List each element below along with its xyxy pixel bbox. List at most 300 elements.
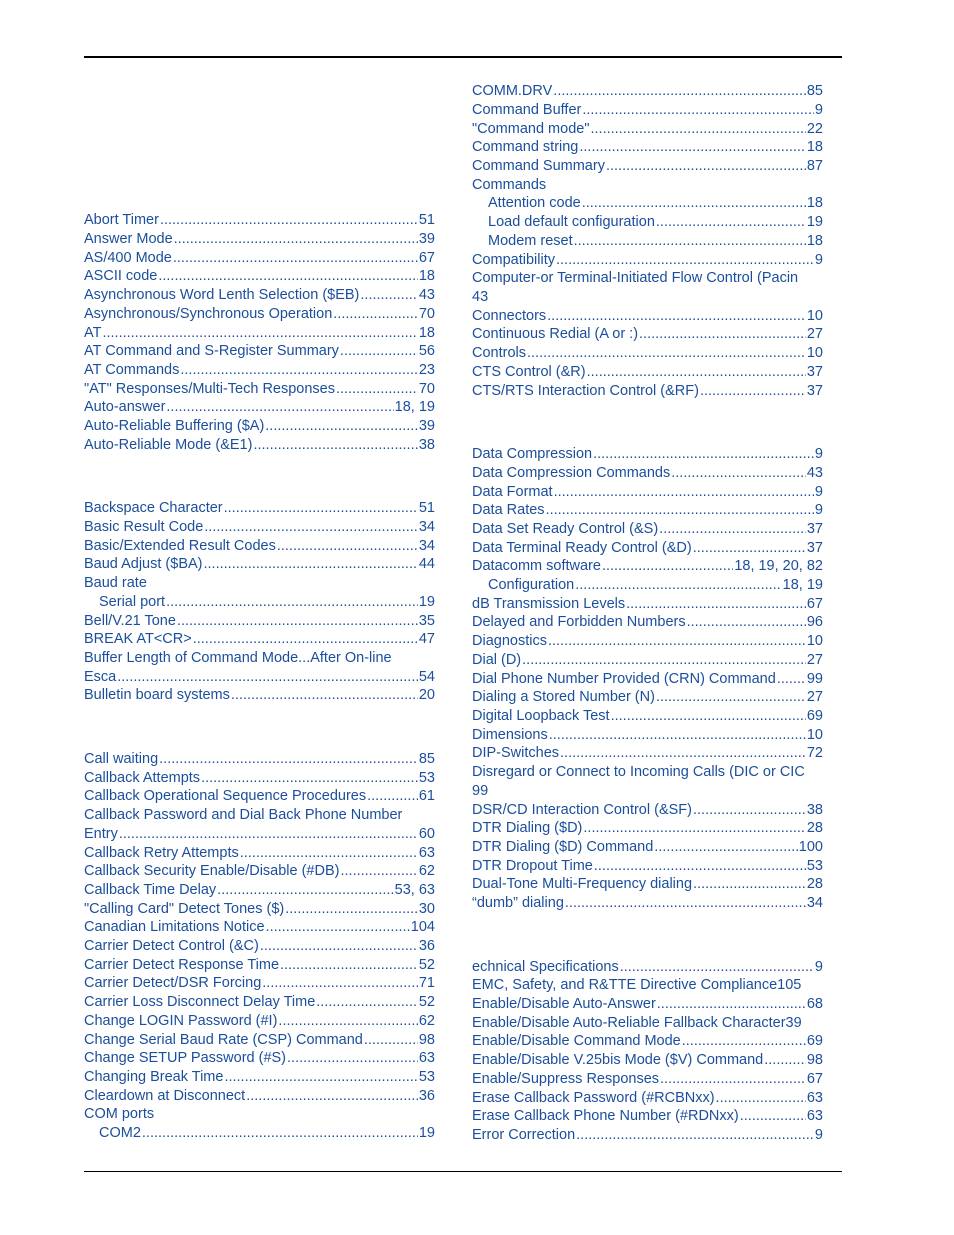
index-entry-page: 85	[418, 751, 435, 767]
index-entry-label: Diagnostics	[472, 633, 547, 649]
index-entry-label: Data Terminal Ready Control (&D)	[472, 540, 692, 556]
index-entry-page: 62	[418, 863, 435, 879]
dot-leader	[740, 1107, 806, 1125]
index-entry-page: 9	[814, 484, 823, 500]
index-entry-page: 10	[806, 345, 823, 361]
dot-leader	[593, 445, 814, 463]
index-entry-page: 18, 19, 20, 82	[734, 558, 823, 574]
dot-leader	[693, 875, 806, 893]
index-entry	[472, 445, 823, 463]
index-entry-label: Data Rates	[472, 502, 545, 518]
index-entry-page: 98	[806, 1052, 823, 1068]
index-entry-label: Enable/Suppress Responses	[472, 1071, 660, 1087]
index-entry	[99, 593, 435, 611]
index-entry	[84, 555, 435, 573]
index-entry-page: 9	[814, 959, 823, 975]
index-entry-label: DTR Dialing ($D)	[472, 820, 583, 836]
index-entry-page: 53	[806, 858, 823, 874]
dot-leader	[565, 894, 806, 912]
dot-leader	[201, 769, 418, 787]
index-entry-page: 52	[418, 994, 435, 1010]
dot-leader	[654, 838, 798, 856]
dot-leader	[158, 267, 418, 285]
index-entry	[472, 782, 488, 800]
index-entry-page: 98	[418, 1032, 435, 1048]
index-entry-page: 67	[806, 1071, 823, 1087]
index-entry-label: Entry	[84, 826, 118, 842]
index-entry	[84, 380, 435, 398]
dot-leader	[119, 825, 418, 843]
index-entry-page: 38	[418, 437, 435, 453]
index-entry-page: 10	[806, 633, 823, 649]
index-entry	[472, 382, 823, 400]
index-entry-page: 62	[418, 1013, 435, 1029]
dot-leader	[583, 819, 805, 837]
dot-leader	[166, 593, 418, 611]
dot-leader	[287, 1049, 418, 1067]
index-entry-label: Connectors	[472, 308, 547, 324]
index-entry-label: dB Transmission Levels	[472, 596, 626, 612]
index-entry-label: CTS/RTS Interaction Control (&RF)	[472, 383, 699, 399]
index-entry-label: Change LOGIN Password (#I)	[84, 1013, 278, 1029]
index-entry	[472, 325, 823, 343]
dot-leader	[277, 537, 418, 555]
index-entry-label: Call waiting	[84, 751, 159, 767]
index-entry	[472, 651, 823, 669]
index-entry-label: Basic Result Code	[84, 519, 204, 535]
index-entry-page: 68	[806, 996, 823, 1012]
dot-leader	[716, 1089, 806, 1107]
index-entry-label: Dial Phone Number Provided (CRN) Command	[472, 671, 776, 687]
index-entry	[472, 688, 823, 706]
index-entry	[472, 464, 823, 482]
dot-leader	[193, 630, 418, 648]
index-entry-page: 53	[418, 1069, 435, 1085]
index-entry	[472, 307, 823, 325]
index-entry	[84, 769, 435, 787]
index-entry-page: 35	[418, 613, 435, 629]
index-entry	[84, 361, 435, 379]
index-entry-label: Bell/V.21 Tone	[84, 613, 176, 629]
index-entry-page: 27	[806, 326, 823, 342]
index-entry-page: 51	[418, 212, 435, 228]
index-entry	[472, 995, 823, 1013]
index-entry-label: Carrier Detect/DSR Forcing	[84, 975, 262, 991]
dot-leader	[336, 380, 418, 398]
index-entry-page: 37	[806, 364, 823, 380]
index-entry-label: Change SETUP Password (#S)	[84, 1050, 287, 1066]
dot-leader	[285, 900, 418, 918]
dot-leader	[549, 726, 806, 744]
index-entry-label: Callback Password and Dial Back Phone Number	[84, 807, 403, 823]
index-entry	[84, 787, 435, 805]
index-entry-page: 63	[418, 845, 435, 861]
index-entry	[472, 801, 823, 819]
index-entry-page: 63	[806, 1108, 823, 1124]
dot-leader	[253, 436, 417, 454]
dot-leader	[554, 483, 814, 501]
index-entry-label: Asynchronous Word Lenth Selection ($EB)	[84, 287, 360, 303]
index-entry-page: 9	[814, 502, 823, 518]
dot-leader	[553, 82, 806, 100]
index-entry-label: BREAK AT<CR>	[84, 631, 192, 647]
dot-leader	[602, 557, 733, 575]
index-entry-label: Serial port	[99, 594, 166, 610]
index-entry	[84, 1068, 435, 1086]
index-entry	[84, 1105, 154, 1123]
index-entry	[472, 539, 823, 557]
index-entry	[84, 862, 435, 880]
index-entry-page: 39	[418, 231, 435, 247]
index-entry-label: Modem reset	[488, 233, 573, 249]
index-entry-page: 36	[418, 938, 435, 954]
index-entry-label: Carrier Loss Disconnect Delay Time	[84, 994, 316, 1010]
index-entry	[488, 576, 823, 594]
index-entry	[84, 630, 435, 648]
index-entry	[84, 518, 435, 536]
index-entry	[472, 557, 823, 575]
dot-leader	[547, 307, 806, 325]
index-entry	[84, 286, 435, 304]
index-entry-page: 23	[418, 362, 435, 378]
index-entry-page: 9	[814, 102, 823, 118]
index-entry-label: Esca	[84, 669, 117, 685]
index-entry-label: AS/400 Mode	[84, 250, 172, 266]
index-entry	[472, 269, 798, 287]
index-entry-label: Dimensions	[472, 727, 548, 743]
index-entry-page: 39	[418, 418, 435, 434]
dot-leader	[280, 956, 418, 974]
dot-leader	[177, 612, 418, 630]
index-entry-label: Command Buffer	[472, 102, 582, 118]
index-entry	[472, 138, 823, 156]
index-entry	[84, 230, 435, 248]
index-entry-label: Bulletin board systems	[84, 687, 230, 703]
index-entry	[472, 613, 823, 631]
index-entry	[99, 1124, 435, 1142]
dot-leader	[682, 1032, 806, 1050]
index-entry-page: 9	[814, 252, 823, 268]
index-entry-label: “dumb” dialing	[472, 895, 564, 911]
header-rule	[84, 56, 842, 58]
dot-leader	[224, 1068, 417, 1086]
dot-leader	[574, 232, 806, 250]
index-entry-page: 18, 19	[394, 399, 435, 415]
index-entry-label: AT Commands	[84, 362, 180, 378]
index-entry	[472, 894, 823, 912]
index-entry-label: Error Correction	[472, 1127, 576, 1143]
dot-leader	[659, 520, 806, 538]
index-entry-label: Callback Retry Attempts	[84, 845, 239, 861]
index-entry-label: Callback Time Delay	[84, 882, 217, 898]
dot-leader	[262, 974, 418, 992]
index-entry-label: Disregard or Connect to Incoming Calls (DIC or CIC	[472, 764, 805, 780]
index-entry	[472, 819, 823, 837]
index-entry-label: DTR Dialing ($D) Command	[472, 839, 654, 855]
index-entry-label: DIP-Switches	[472, 745, 560, 761]
index-entry	[84, 398, 435, 416]
index-entry-label: echnical Specifications	[472, 959, 619, 975]
index-entry	[472, 501, 823, 519]
dot-leader	[364, 1031, 418, 1049]
index-entry	[472, 363, 823, 381]
index-entry-page: 19	[418, 1125, 435, 1141]
index-entry-label: Load default configuration	[488, 214, 655, 230]
index-entry	[472, 251, 823, 269]
index-entry-page: 28	[806, 820, 823, 836]
dot-leader	[522, 651, 806, 669]
index-entry-page: 43	[418, 287, 435, 303]
index-entry-label: ASCII code	[84, 268, 158, 284]
index-entry-page: 19	[806, 214, 823, 230]
dot-leader	[102, 324, 417, 342]
index-entry-page: 85	[806, 83, 823, 99]
index-entry-page: 44	[418, 556, 435, 572]
dot-leader	[576, 1126, 814, 1144]
dot-leader	[693, 801, 806, 819]
index-entry	[472, 1070, 823, 1088]
index-entry	[472, 82, 823, 100]
index-entry-label: Datacomm software	[472, 558, 601, 574]
index-entry-page: 96	[806, 614, 823, 630]
index-entry	[472, 838, 823, 856]
index-entry	[84, 918, 435, 936]
dot-leader	[575, 576, 781, 594]
index-entry	[84, 537, 435, 555]
dot-leader	[639, 325, 806, 343]
dot-leader	[340, 862, 417, 880]
dot-leader	[657, 995, 806, 1013]
index-entry	[84, 249, 435, 267]
index-entry	[472, 1014, 802, 1032]
index-entry-label: Dialing a Stored Number (N)	[472, 689, 655, 705]
dot-leader	[687, 613, 806, 631]
dot-leader	[333, 305, 418, 323]
index-entry-label: Commands	[472, 177, 547, 193]
index-entry-page: 10	[806, 727, 823, 743]
dot-leader	[246, 1087, 418, 1105]
index-entry	[84, 993, 435, 1011]
dot-leader	[231, 686, 418, 704]
index-entry-page: 71	[418, 975, 435, 991]
index-entry	[472, 707, 823, 725]
index-entry	[472, 632, 823, 650]
dot-leader	[360, 286, 417, 304]
index-entry	[84, 750, 435, 768]
dot-leader	[620, 958, 814, 976]
dot-leader	[777, 670, 806, 688]
index-entry-page: 70	[418, 381, 435, 397]
index-entry-label: Enable/Disable V.25bis Mode ($V) Command	[472, 1052, 764, 1068]
index-entry-label: Dual-Tone Multi-Frequency dialing	[472, 876, 693, 892]
dot-leader	[582, 101, 814, 119]
index-entry	[472, 726, 823, 744]
index-entry-label: Auto-Reliable Mode (&E1)	[84, 437, 253, 453]
index-entry-label: Callback Operational Sequence Procedures	[84, 788, 367, 804]
index-entry	[84, 1087, 435, 1105]
index-entry	[84, 1031, 435, 1049]
dot-leader	[160, 211, 418, 229]
index-entry	[84, 342, 435, 360]
index-entry	[84, 956, 435, 974]
index-entry-label: Compatibility	[472, 252, 555, 268]
index-entry-label: CTS Control (&R)	[472, 364, 586, 380]
index-entry	[84, 974, 435, 992]
index-entry-page: 22	[806, 121, 823, 137]
index-entry	[472, 157, 823, 175]
dot-leader	[265, 417, 418, 435]
index-entry-label: Data Format	[472, 484, 553, 500]
index-entry	[84, 806, 402, 824]
index-entry	[84, 668, 435, 686]
dot-leader	[117, 668, 418, 686]
index-entry	[84, 267, 435, 285]
index-entry	[84, 211, 435, 229]
index-entry	[488, 213, 823, 231]
index-entry	[472, 1126, 823, 1144]
dot-leader	[611, 707, 806, 725]
index-entry-label: Data Compression Commands	[472, 465, 671, 481]
index-entry	[472, 595, 823, 613]
index-entry-page: 37	[806, 383, 823, 399]
index-entry	[488, 232, 823, 250]
index-entry-page: 30	[418, 901, 435, 917]
index-entry-page: 63	[806, 1090, 823, 1106]
index-entry	[472, 763, 805, 781]
index-entry-label: Enable/Disable Auto-Answer	[472, 996, 656, 1012]
index-entry	[472, 976, 801, 994]
index-entry-page: 69	[806, 1033, 823, 1049]
index-entry-label: Enable/Disable Command Mode	[472, 1033, 681, 1049]
index-entry-page: 9	[814, 1127, 823, 1143]
index-entry	[84, 499, 435, 517]
index-entry-page: 18	[806, 233, 823, 249]
index-entry-label: Backspace Character	[84, 500, 223, 516]
index-entry-label: Continuous Redial (A or :)	[472, 326, 639, 342]
index-entry-label: Change Serial Baud Rate (CSP) Command	[84, 1032, 363, 1048]
index-entry-label: AT	[84, 325, 102, 341]
index-entry-page: 18	[806, 139, 823, 155]
index-entry-label: Auto-answer	[84, 399, 166, 415]
index-entry	[84, 900, 435, 918]
index-entry-page: 87	[806, 158, 823, 174]
index-entry	[84, 436, 435, 454]
index-entry-label: Baud rate	[84, 575, 147, 591]
index-entry-page: 99	[806, 671, 823, 687]
index-entry-page: 53, 63	[394, 882, 435, 898]
index-entry-page: 28	[806, 876, 823, 892]
index-entry-page: 51	[418, 500, 435, 516]
index-entry	[84, 1012, 435, 1030]
index-entry-label: Buffer Length of Command Mode...After On-line	[84, 650, 392, 666]
index-entry	[472, 857, 823, 875]
index-entry-page: 18	[418, 268, 435, 284]
dot-leader	[582, 194, 806, 212]
index-entry-page: 20	[418, 687, 435, 703]
index-entry-page: 61	[418, 788, 435, 804]
index-entry-page: 38	[806, 802, 823, 818]
dot-leader	[587, 363, 806, 381]
index-entry-page: 52	[418, 957, 435, 973]
index-entry	[472, 958, 823, 976]
index-entry-label: EMC, Safety, and R&TTE Directive Compliance105	[472, 977, 802, 993]
dot-leader	[606, 157, 806, 175]
index-entry-label: "Command mode"	[472, 121, 590, 137]
dot-leader	[142, 1124, 418, 1142]
index-entry-label: Computer-or Terminal-Initiated Flow Control (Pacin	[472, 270, 799, 286]
index-entry	[472, 1051, 823, 1069]
dot-leader	[266, 918, 410, 936]
index-entry	[472, 344, 823, 362]
index-entry-page: 54	[418, 669, 435, 685]
index-entry	[472, 1089, 823, 1107]
dot-leader	[556, 251, 814, 269]
index-entry	[472, 120, 823, 138]
index-entry-label: Callback Attempts	[84, 770, 201, 786]
dot-leader	[217, 881, 394, 899]
index-entry	[472, 1032, 823, 1050]
dot-leader	[173, 249, 418, 267]
index-entry	[84, 649, 392, 667]
index-entry-label: COM ports	[84, 1106, 155, 1122]
index-entry-label: "Calling Card" Detect Tones ($)	[84, 901, 285, 917]
dot-leader	[204, 555, 418, 573]
index-entry-label: DTR Dropout Time	[472, 858, 593, 874]
index-entry-label: Command string	[472, 139, 579, 155]
index-entry	[84, 417, 435, 435]
dot-leader	[340, 342, 418, 360]
index-entry-page: 67	[806, 596, 823, 612]
dot-leader	[656, 213, 806, 231]
index-entry	[472, 670, 823, 688]
index-entry-page: 34	[806, 895, 823, 911]
index-entry-page: 27	[806, 652, 823, 668]
index-entry-label: Auto-Reliable Buffering ($A)	[84, 418, 265, 434]
dot-leader	[316, 993, 418, 1011]
index-entry	[488, 194, 823, 212]
index-entry-page: 34	[418, 519, 435, 535]
dot-leader	[159, 750, 418, 768]
dot-leader	[224, 499, 418, 517]
index-entry-page: 18	[418, 325, 435, 341]
index-entry-page: 18	[806, 195, 823, 211]
index-entry-page: 36	[418, 1088, 435, 1104]
index-entry-label: "AT" Responses/Multi-Tech Responses	[84, 381, 335, 397]
index-entry-page: 56	[418, 343, 435, 359]
index-entry-page: 67	[418, 250, 435, 266]
index-entry-label: Canadian Limitations Notice	[84, 919, 265, 935]
dot-leader	[764, 1051, 806, 1069]
index-entry	[472, 101, 823, 119]
index-entry-label: Carrier Detect Response Time	[84, 957, 280, 973]
index-entry-label: DSR/CD Interaction Control (&SF)	[472, 802, 692, 818]
index-entry-page: 9	[814, 446, 823, 462]
dot-leader	[700, 382, 806, 400]
index-entry	[84, 574, 147, 592]
index-entry-label: Baud Adjust ($BA)	[84, 556, 203, 572]
index-entry-page: 69	[806, 708, 823, 724]
dot-leader	[174, 230, 418, 248]
dot-leader	[180, 361, 418, 379]
index-entry-label: Changing Break Time	[84, 1069, 224, 1085]
index-entry-label: Cleardown at Disconnect	[84, 1088, 246, 1104]
index-entry-label: Data Set Ready Control (&S)	[472, 521, 659, 537]
index-entry	[84, 825, 435, 843]
dot-leader	[693, 539, 806, 557]
index-entry-label: Answer Mode	[84, 231, 173, 247]
index-entry	[84, 305, 435, 323]
index-entry-page: 63	[418, 1050, 435, 1066]
